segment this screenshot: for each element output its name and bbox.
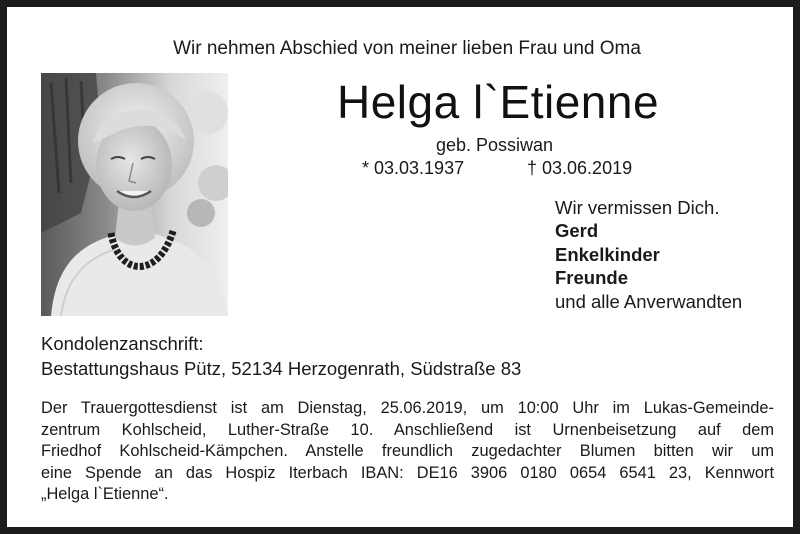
signature-name: Gerd (555, 220, 599, 241)
service-information (41, 398, 774, 506)
condolence-address: Bestattungshaus Pütz, 52134 Herzogenrath, Südstraße 83 (41, 358, 522, 379)
service-line: Der Trauergottesdienst ist am Dienstag, 25.06.2019, um 10:00 Uhr im Lukas-Gemeinde- (41, 399, 774, 417)
birth-date: * 03.03.1937 (362, 158, 465, 178)
service-line: eine Spende an das Hospiz Iterbach IBAN: DE16 3906 0180 0654 6541 23, Kennwort (41, 463, 774, 482)
portrait-image (41, 73, 228, 316)
signature-name: Enkelkinder (555, 244, 660, 265)
service-line: Friedhof Kohlscheid-Kämpchen. Anstelle freundlich zugedachter Blumen bitten wir um (41, 442, 774, 461)
deceased-name: Helga l`Etienne (337, 76, 660, 128)
birth-name: geb. Possiwan (436, 135, 554, 155)
death-date: † 03.06.2019 (527, 158, 633, 178)
service-line: zentrum Kohlscheid, Luther-Straße 10. Anschließend ist Urnenbeisetzung auf dem (41, 420, 774, 439)
service-line: „Helga l`Etienne“. (41, 485, 169, 504)
condolence-label: Kondolenzanschrift: (41, 333, 204, 354)
signature-line: und alle Anverwandten (555, 291, 743, 312)
signature-name: Freunde (555, 267, 628, 288)
portrait-photo (41, 73, 228, 316)
intro-text: Wir nehmen Abschied von meiner lieben Frau und Oma (173, 38, 641, 59)
signature-line: Wir vermissen Dich. (555, 197, 720, 218)
